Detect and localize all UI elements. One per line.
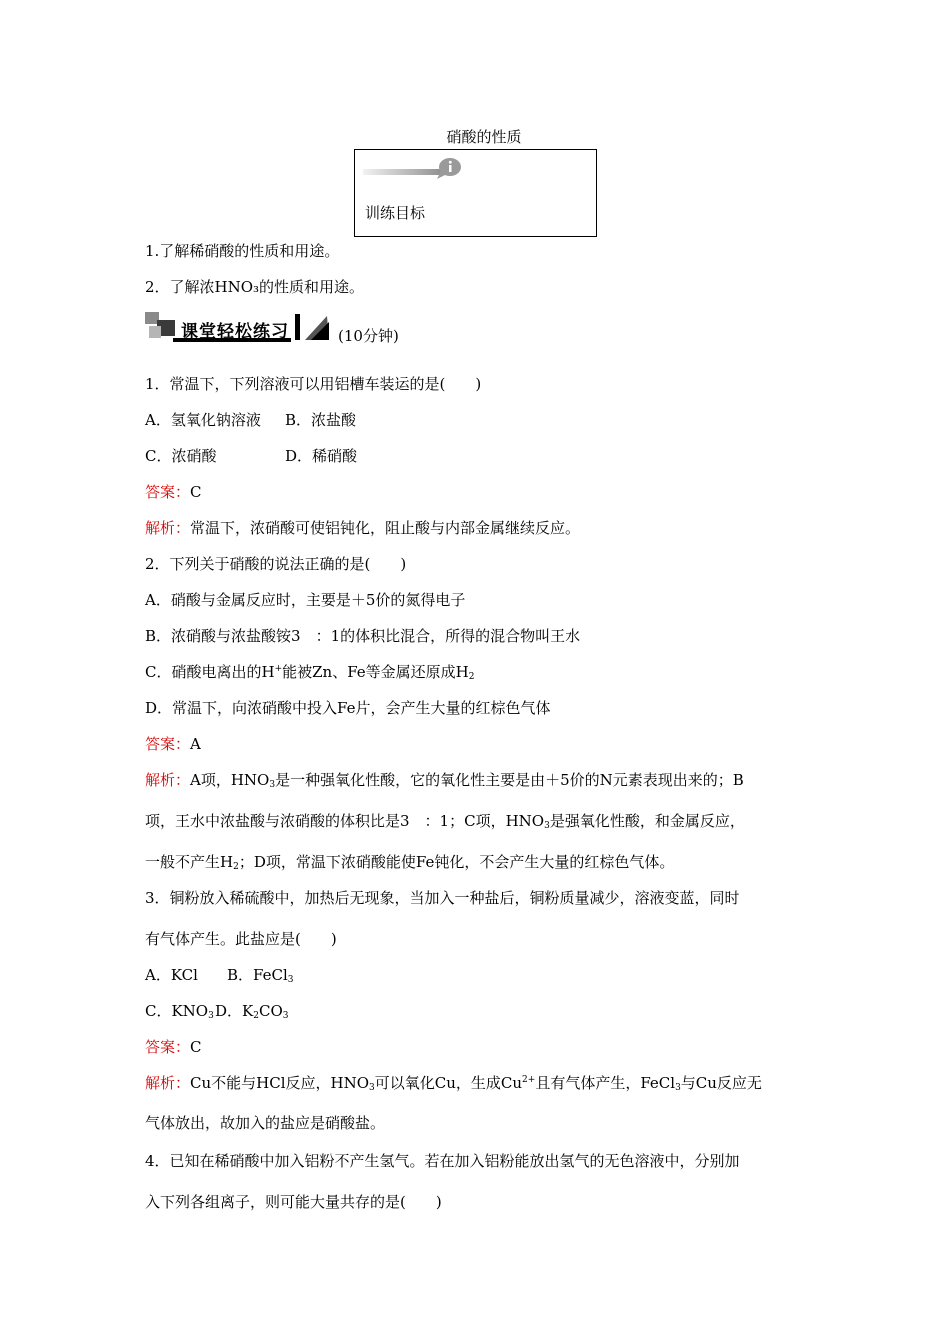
training-target-label: 训练目标	[365, 204, 426, 222]
goal-2: 2．了解浓HNO₃的性质和用途。	[145, 278, 365, 296]
q1-option-a: A．氢氧化钠溶液	[145, 411, 261, 429]
page-title: 硝酸的性质	[446, 128, 522, 146]
q2-analysis-line-1: 解析：A项，$HNO_3$是一种强氧化性酸，它的氧化性主要是由＋5价的N元素表现出来的；B	[145, 771, 744, 790]
q1-option-b: B．浓盐酸	[285, 411, 357, 429]
q2-option-b: B．浓硝酸与浓盐酸铵3 ：1的体积比混合，所得的混合物叫王水	[145, 627, 581, 645]
q3-option-b: B．FeCl$_3$	[227, 966, 294, 985]
q2-analysis-line-2: 项，王水中浓盐酸与浓硝酸的体积比是3 ：1；C项，$HNO_3$是强氧化性酸，和金属反应，	[145, 812, 745, 831]
goal-1: 1.了解稀硝酸的性质和用途。	[145, 242, 340, 260]
q4-stem-line-1: 4．已知在稀硝酸中加入铝粉不产生氢气。若在加入铝粉能放出氢气的无色溶液中，分别加	[145, 1152, 740, 1170]
q2-option-c: C．硝酸电离出的H+能被Zn、Fe等金属还原成$H_2$	[145, 663, 475, 682]
q1-analysis: 解析：常温下，浓硝酸可使铝钝化，阻止酸与内部金属继续反应。	[145, 519, 581, 537]
q1-stem: 1．常温下，下列溶液可以用铝槽车装运的是( )	[145, 375, 482, 393]
q2-option-a: A．硝酸与金属反应时，主要是＋5价的氮得电子	[145, 591, 466, 609]
q3-option-a: A．KCl	[145, 966, 198, 984]
q3-answer: 答案：C	[145, 1038, 202, 1056]
q1-option-d: D．稀硝酸	[285, 447, 358, 465]
training-target-box	[354, 149, 597, 237]
section-header	[145, 312, 335, 346]
q3-option-c: C．$KNO_3$	[145, 1002, 214, 1021]
q2-stem: 2．下列关于硝酸的说法正确的是( )	[145, 555, 407, 573]
q3-stem-line-2: 有气体产生。此盐应是( )	[145, 930, 337, 948]
q2-answer: 答案：A	[145, 735, 201, 753]
q4-stem-line-2: 入下列各组离子，则可能大量共存的是( )	[145, 1193, 442, 1211]
q2-option-d: D．常温下，向浓硝酸中投入Fe片，会产生大量的红棕色气体	[145, 699, 551, 717]
section-time: (10分钟)	[338, 327, 399, 345]
info-icon	[435, 157, 461, 179]
q1-option-c: C．浓硝酸	[145, 447, 217, 465]
section-label: 课堂轻松练习	[181, 322, 289, 342]
q3-stem-line-1: 3．铜粉放入稀硫酸中，加热后无现象，当加入一种盐后，铜粉质量减少，溶液变蓝，同时	[145, 889, 740, 907]
q3-analysis-line-1: 解析：Cu不能与HCl反应，$HNO_3$可以氧化Cu，生成$Cu^{2+}$且有气体产生，FeCl$_3$与Cu反应无	[145, 1074, 762, 1093]
q3-option-d: D．$K_2CO_3$	[215, 1002, 289, 1021]
q3-analysis-line-2: 气体放出，故加入的盐应是硝酸盐。	[145, 1114, 386, 1132]
q1-answer: 答案：C	[145, 483, 202, 501]
q2-analysis-line-3: 一般不产生$H_2$；D项，常温下浓硝酸能使Fe钝化，不会产生大量的红棕色气体。	[145, 853, 675, 872]
